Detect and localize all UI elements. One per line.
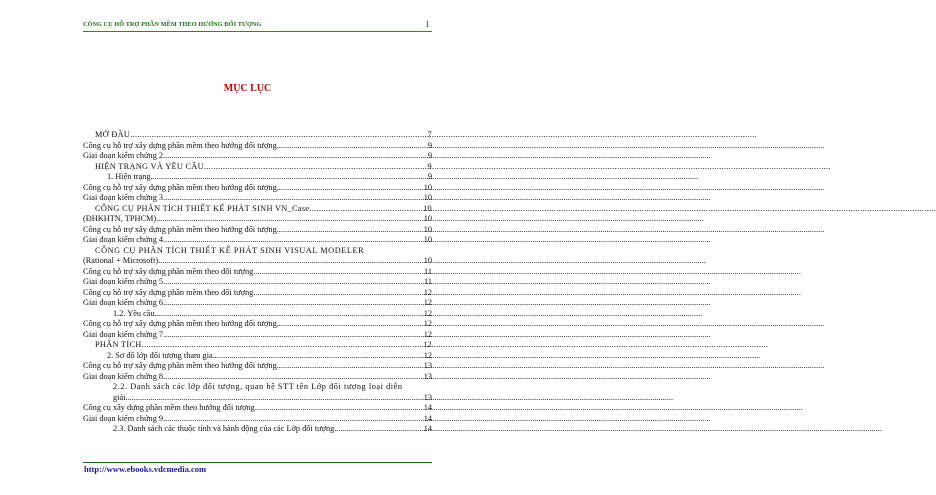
toc-entry-page: 10 [423,235,432,244]
toc-entry[interactable] [83,141,432,152]
toc-entry[interactable] [83,277,432,288]
toc-dot-leader [163,235,423,244]
toc-entry[interactable] [83,351,432,362]
toc-entry[interactable] [83,193,432,204]
toc-entry[interactable] [83,403,432,414]
toc-entry[interactable] [83,256,432,267]
footer-url-link[interactable]: http://www.ebooks.vdcmedia.com [84,464,207,474]
toc-dot-leader [163,151,427,160]
running-header-title: CÔNG CỤ HỖ TRỢ PHẦN MỀM THEO HƯỚNG ĐỐI TƯỢNG [83,21,262,28]
toc-entry[interactable] [83,246,432,257]
toc-dot-leader [309,204,422,213]
toc-entry-page: 14 [423,424,432,433]
toc-entry-text: PHÂN TÍCH [95,340,142,349]
toc-entry-page: 13 [423,371,432,381]
toc-entry-text: (ĐHKHTN, TPHCM) [83,214,157,223]
toc-entry-page: 9 [427,140,432,150]
toc-entry-page: 12 [423,298,432,307]
toc-entry-page: 11 [424,266,432,276]
toc-entry-page: 9 [427,151,432,160]
toc-entry-page: 7 [427,130,432,139]
toc-entry-text: Công cụ hỗ trợ xây dựng phần mềm theo đối tượng [83,266,254,276]
toc-dot-leader [163,372,423,381]
toc-entry-text: Giai đoạn kiểm chứng 4 [83,235,164,244]
toc-entry-text: Công cụ hỗ trợ xây dựng phần mềm theo hướng đối tượng [83,361,277,370]
toc-dot-leader [125,393,422,402]
toc-entry-page: 9 [427,161,432,171]
toc-entry[interactable] [83,183,432,194]
toc-entry[interactable] [83,393,432,404]
toc-entry-page: 10 [423,203,432,213]
toc-dot-leader [255,403,423,412]
toc-dot-leader [151,172,427,181]
toc-entry-text: Công cụ hỗ trợ xây dựng phần mềm theo hướng đối tượng [83,319,277,328]
toc-entry[interactable] [83,267,432,278]
toc-dot-leader [163,298,423,307]
toc-entry-text: 2. Sơ đồ lớp đối tượng tham gia [107,350,213,360]
toc-dot-leader [158,256,423,265]
toc-dot-leader [142,340,423,349]
toc-entry[interactable] [83,288,432,299]
toc-entry-text: Giai đoạn kiểm chứng 2 [83,151,164,160]
toc-entry[interactable] [83,424,432,435]
toc-entry-page: 10 [423,224,432,234]
toc-entry-text: Giai đoạn kiểm chứng 3 [83,193,164,202]
toc-entry-text: giải [113,392,126,402]
toc-dot-leader [204,162,427,171]
toc-entry[interactable] [83,204,432,215]
toc-entry[interactable] [83,361,432,372]
toc-entry[interactable] [83,151,432,162]
toc-entry-text: 2.2. Danh sách các lớp đối tượng, quan hệ STT tên Lớp đối tượng loại diễn [113,382,403,391]
toc-entry-text: HIỆN TRẠNG VÀ YÊU CẦU [95,161,204,171]
toc-dot-leader [163,193,423,202]
toc-entry-page: 10 [423,182,432,192]
toc-dot-leader [277,361,423,370]
toc-entry[interactable] [83,340,432,351]
toc-entry[interactable] [83,172,432,183]
toc-entry-page: 13 [423,392,432,402]
toc-dot-leader [163,330,423,339]
toc-entry-page: 10 [423,193,432,202]
toc-dot-leader [130,130,426,139]
toc-entry[interactable] [83,298,432,309]
toc-dot-leader [213,351,423,360]
toc-entry[interactable] [83,225,432,236]
toc-entry-text: (Rational + Microsoft) [83,256,159,265]
toc-dot-leader [277,141,427,150]
toc-dot-leader [163,414,423,423]
toc-entry-text: Công cụ hỗ trợ xây dựng phần mềm theo hướng đối tượng [83,140,277,150]
toc-entry-text: MỞ ĐẦU [95,130,131,139]
toc-entry-page: 11 [424,277,432,286]
toc-entry-page: 12 [423,319,432,328]
page-number: 1 [425,19,430,29]
toc-entry-page: 12 [423,329,432,339]
toc-entry-text: Giai đoạn kiểm chứng 6 [83,298,164,307]
toc-entry-text: CÔNG CỤ PHÂN TÍCH THIẾT KẾ PHÁT SINH VN_Case [95,203,310,213]
toc-dot-leader [156,214,423,223]
header-divider [83,31,432,32]
toc-entry-text: Công cụ hỗ trợ xây dựng phần mềm theo hướng đối tượng [83,224,277,234]
toc-entry-text: CÔNG CỤ PHÂN TÍCH THIẾT KẾ PHÁT SINH VISUAL MODELER [95,245,365,255]
footer-divider [83,462,432,463]
toc-entry-text: Giai đoạn kiểm chứng 8 [83,371,164,381]
toc-entry-text: 1.2. Yêu cầu [113,308,155,318]
toc-entry[interactable] [83,382,432,393]
toc-entry[interactable] [83,130,432,141]
toc-entry[interactable] [83,372,432,383]
toc-dot-leader [155,309,423,318]
toc-dot-leader [163,277,423,286]
toc-dot-leader [253,288,422,297]
toc-entry[interactable] [83,319,432,330]
toc-dot-leader [277,319,423,328]
table-of-contents [83,130,432,435]
toc-entry[interactable] [83,162,432,173]
toc-dot-leader [334,424,422,433]
toc-entry-text: 1. Hiện trạng [107,172,151,181]
toc-entry-page: 12 [423,308,432,318]
toc-entry[interactable] [83,235,432,246]
toc-entry-text: Giai đoạn kiểm chứng 7 [83,329,164,339]
toc-dot-leader [253,267,423,276]
toc-entry[interactable] [83,414,432,425]
toc-entry-text: Công cụ hỗ trợ xây dựng phần mềm theo hướng đối tượng [83,182,277,192]
toc-entry-page: 13 [423,361,432,370]
toc-entry[interactable] [83,214,432,225]
toc-entry-page: 10 [423,256,432,265]
toc-entry-page: 14 [423,413,432,423]
toc-entry-page: 12 [423,350,432,360]
toc-title: MỤC LỤC [223,83,272,94]
toc-entry-page: 14 [423,403,432,412]
toc-entry-page: 12 [423,340,432,349]
toc-entry-page: 10 [423,214,432,223]
toc-entry[interactable] [83,309,432,320]
toc-entry-page: 9 [427,172,432,181]
toc-entry-text: Công cụ xây dựng phần mềm theo hướng đối tượng [83,403,255,412]
toc-dot-leader [277,183,423,192]
toc-entry-text: Giai đoạn kiểm chứng 9 [83,413,164,423]
toc-entry-text: Công cụ hỗ trợ xây dựng phần mềm theo đối tượng [83,287,254,297]
toc-entry[interactable] [83,330,432,341]
toc-dot-leader [277,225,423,234]
toc-entry-text: Giai đoạn kiểm chứng 5 [83,277,164,286]
toc-entry-page: 12 [423,287,432,297]
toc-entry-text: 2.3. Danh sách các thuộc tính và hành động của các Lớp đối tượng [113,424,335,433]
